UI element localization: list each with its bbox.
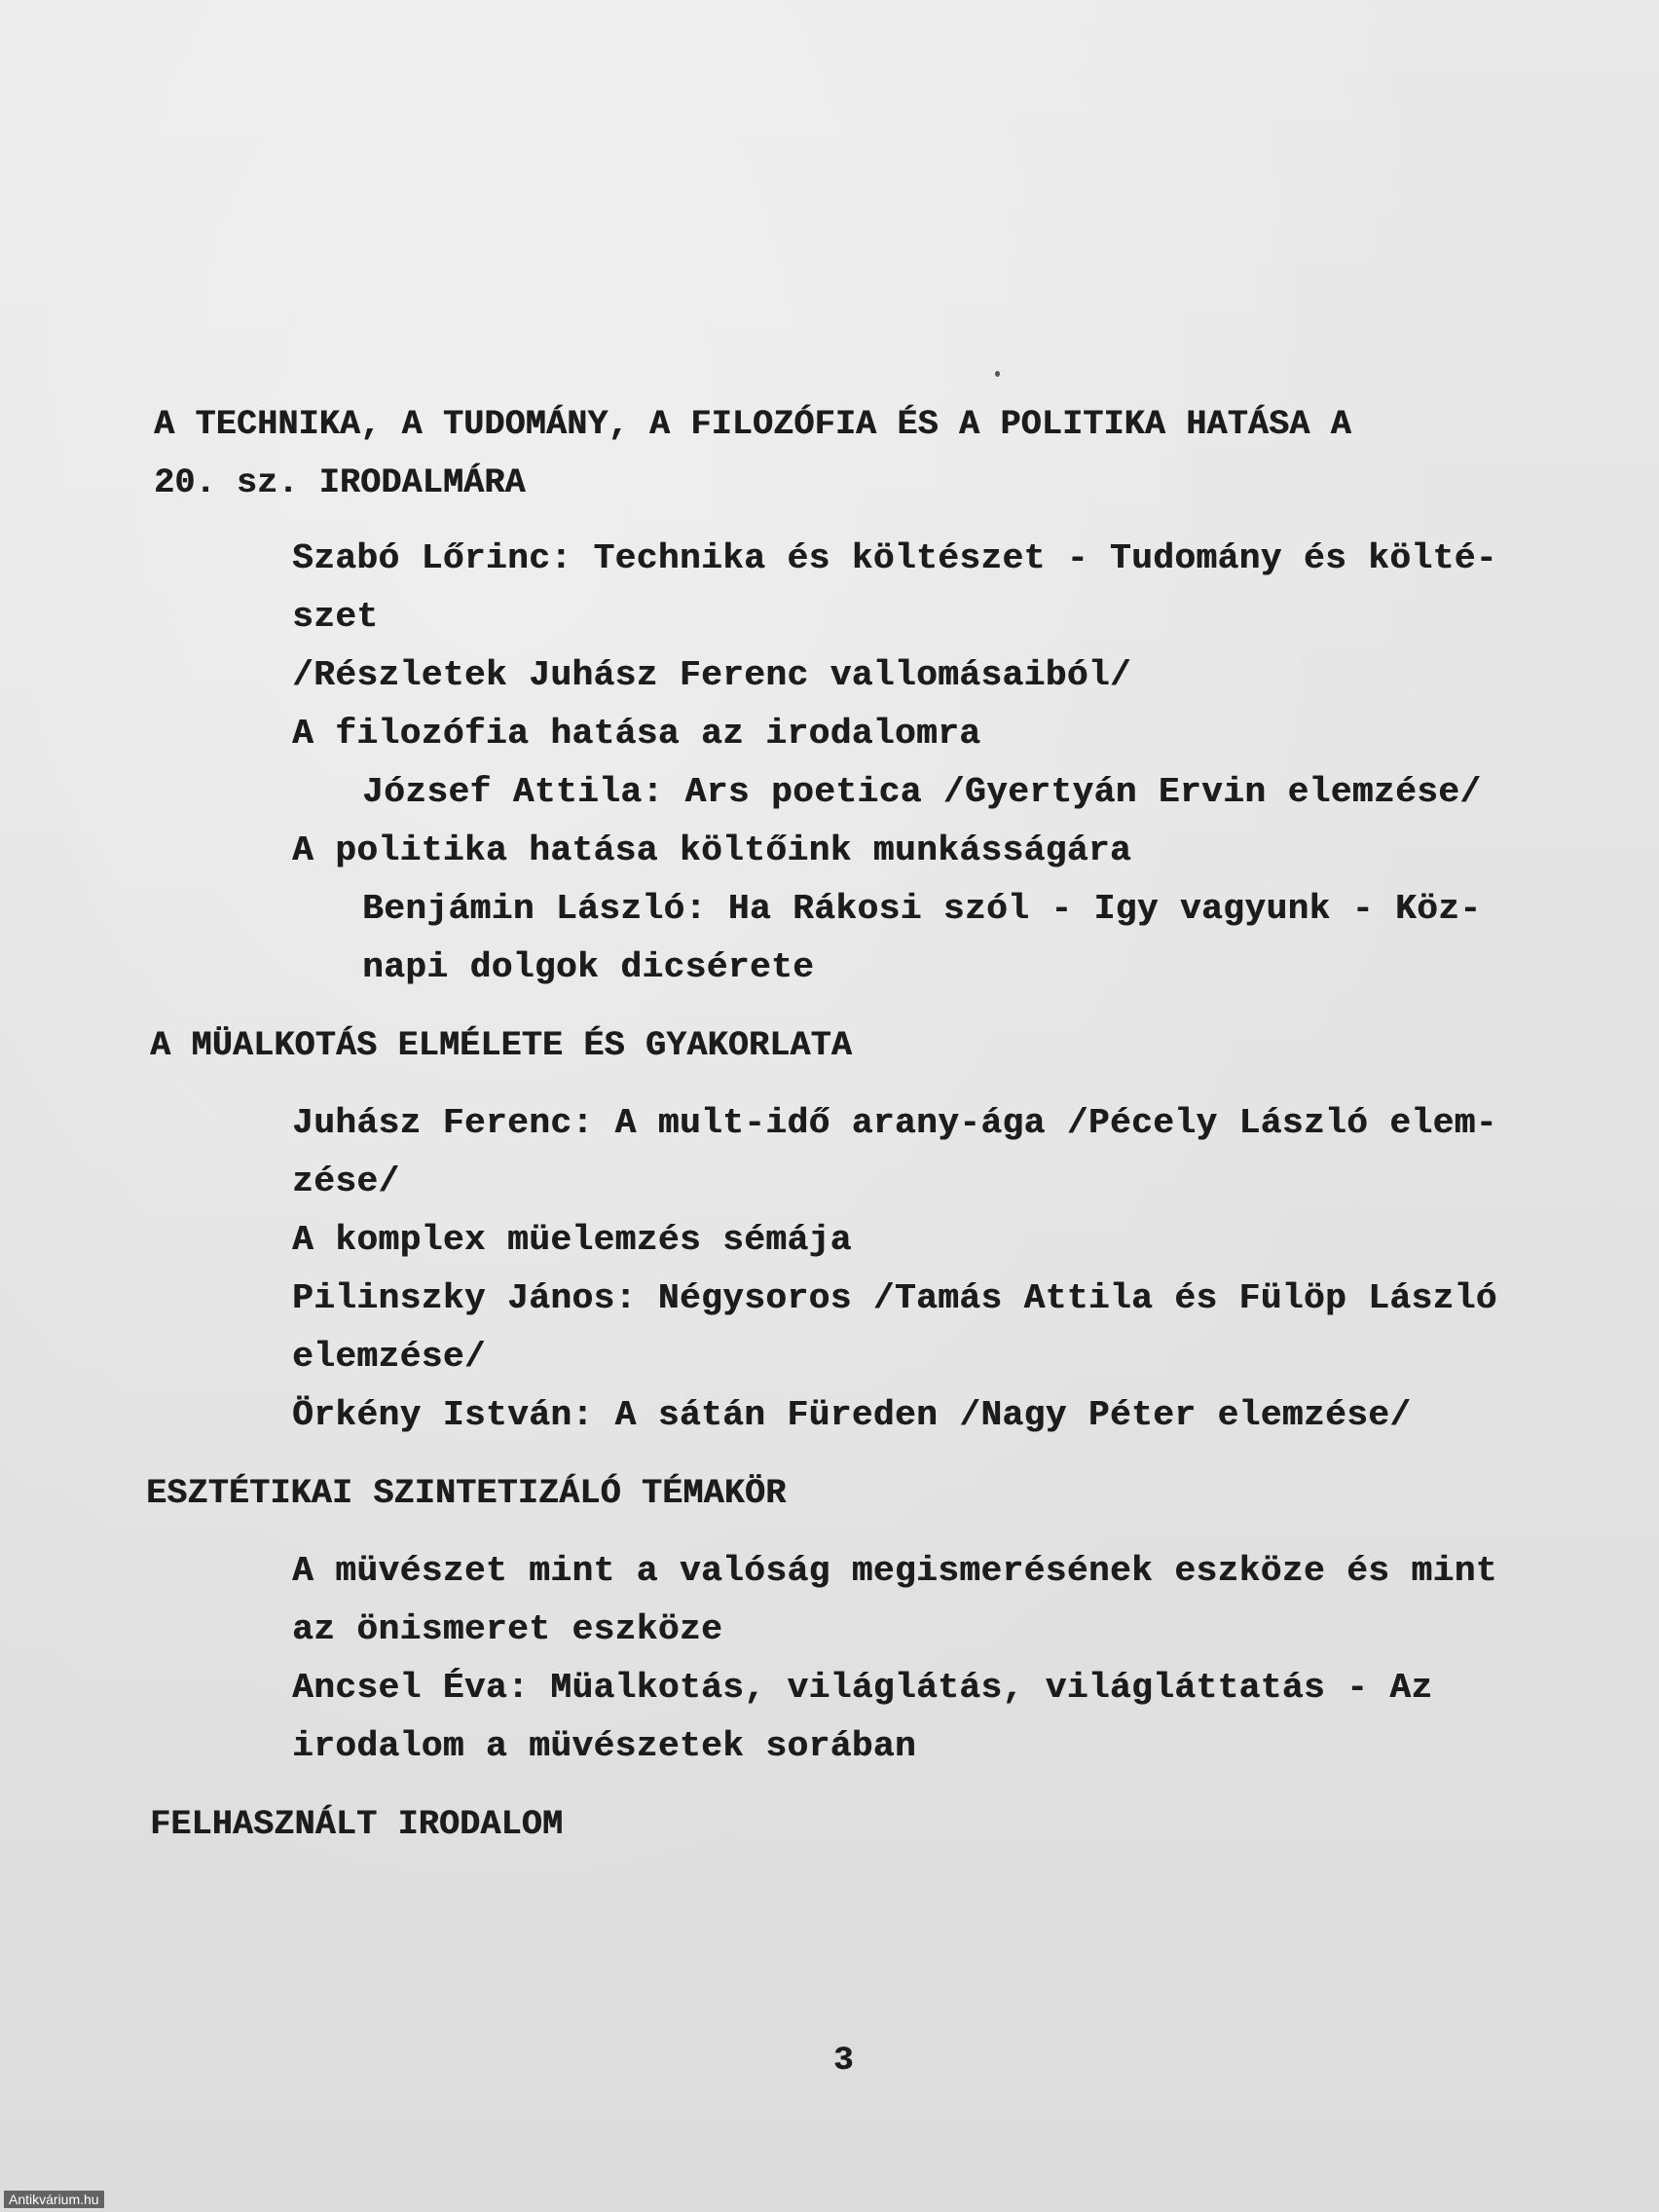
- content-line: Szabó Lőrinc: Technika és költészet - Tudomány és költé-: [292, 538, 1497, 578]
- content-line: Juhász Ferenc: A mult-idő arany-ága /Pécely László elem-: [292, 1103, 1497, 1143]
- watermark-label: Antikvárium.hu: [4, 2191, 104, 2208]
- content-line: napi dolgok dicsérete: [362, 947, 815, 987]
- content-line: /Részletek Juhász Ferenc vallomásaiból/: [292, 655, 1132, 695]
- section-heading: 20. sz. IRODALMÁRA: [154, 463, 526, 502]
- content-line: József Attila: Ars poetica /Gyertyán Ervin elemzése/: [362, 772, 1482, 812]
- section-heading: A MÜALKOTÁS ELMÉLETE ÉS GYAKORLATA: [150, 1026, 852, 1065]
- content-line: zése/: [292, 1161, 400, 1201]
- section-heading: A TECHNIKA, A TUDOMÁNY, A FILOZÓFIA ÉS A POLITIKA HATÁSA A: [154, 405, 1351, 444]
- ink-speck: [995, 371, 1000, 377]
- content-line: Benjámin László: Ha Rákosi szól - Igy vagyunk - Köz-: [362, 889, 1482, 929]
- content-line: irodalom a müvészetek sorában: [292, 1726, 917, 1766]
- content-line: A filozófia hatása az irodalomra: [292, 714, 981, 754]
- page-number: 3: [833, 2043, 854, 2080]
- section-heading: ESZTÉTIKAI SZINTETIZÁLÓ TÉMAKÖR: [146, 1474, 787, 1513]
- section-heading: FELHASZNÁLT IRODALOM: [150, 1805, 564, 1844]
- content-line: Pilinszky János: Négysoros /Tamás Attila és Fülöp László: [292, 1278, 1497, 1318]
- content-line: szet: [292, 597, 379, 637]
- content-line: elemzése/: [292, 1337, 486, 1377]
- content-line: Ancsel Éva: Müalkotás, világlátás, világláttatás - Az: [292, 1668, 1433, 1708]
- content-line: A komplex müelemzés sémája: [292, 1220, 852, 1260]
- content-line: az önismeret eszköze: [292, 1609, 723, 1649]
- content-line: Örkény István: A sátán Füreden /Nagy Péter elemzése/: [292, 1395, 1412, 1435]
- content-line: A politika hatása költőink munkásságára: [292, 830, 1132, 870]
- content-line: A müvészet mint a valóság megismerésének eszköze és mint: [292, 1551, 1497, 1591]
